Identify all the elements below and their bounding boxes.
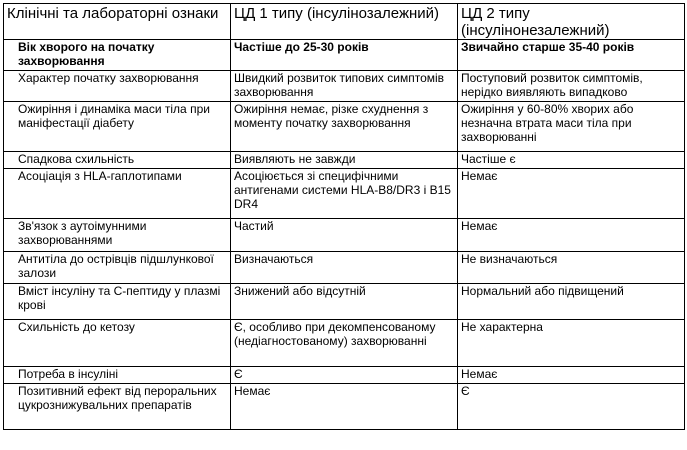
row-type2: Звичайно старше 35-40 років	[458, 40, 685, 71]
row-type2: Є	[458, 384, 685, 430]
row-type1: Визначаються	[231, 252, 458, 284]
row-type2: Нормальний або підвищений	[458, 284, 685, 320]
table-row	[4, 169, 685, 219]
row-type1: Швидкий розвиток типових симптомів захворювання	[231, 71, 458, 102]
row-type1: Виявляють не завжди	[231, 152, 458, 169]
header-features: Клінічні та лабораторні ознаки	[4, 4, 231, 40]
row-feature: Характер початку захворювання	[4, 71, 231, 102]
table-row	[4, 320, 685, 367]
table-row	[4, 102, 685, 152]
table-row	[4, 252, 685, 284]
row-type1: Частий	[231, 219, 458, 252]
row-type2: Немає	[458, 169, 685, 219]
table-row	[4, 384, 685, 430]
row-type2: Ожиріння у 60-80% хворих або незначна втрата маси тіла при захворюванні	[458, 102, 685, 152]
row-type1: Ожиріння немає, різке схуднення з моменту початку захворювання	[231, 102, 458, 152]
row-feature: Позитивний ефект від пероральних цукрознижувальних препаратів	[4, 384, 231, 430]
row-type1: Знижений або відсутній	[231, 284, 458, 320]
row-feature: Вік хворого на початку захворювання	[4, 40, 231, 71]
table-row	[4, 284, 685, 320]
row-feature: Антитіла до острівців підшлункової залози	[4, 252, 231, 284]
row-feature: Зв'язок з аутоімунними захворюваннями	[4, 219, 231, 252]
diabetes-comparison-table	[3, 3, 685, 430]
row-type1: Асоціюється зі специфічними антигенами системи HLA-B8/DR3 і B15 DR4	[231, 169, 458, 219]
row-type2: Не характерна	[458, 320, 685, 367]
row-type1: Частіше до 25-30 років	[231, 40, 458, 71]
row-feature: Потреба в інсуліні	[4, 367, 231, 384]
row-type2: Немає	[458, 367, 685, 384]
table-header-row	[4, 4, 685, 40]
table-row	[4, 152, 685, 169]
table-row	[4, 40, 685, 71]
row-type2: Немає	[458, 219, 685, 252]
row-type1: Є, особливо при декомпенсованому (недіагностованому) захворюванні	[231, 320, 458, 367]
row-type1: Немає	[231, 384, 458, 430]
row-type2: Поступовий розвиток симптомів, нерідко виявляють випадково	[458, 71, 685, 102]
row-feature: Асоціація з HLA-гаплотипами	[4, 169, 231, 219]
header-type2: ЦД 2 типу (інсулінонезалежний)	[458, 4, 685, 40]
row-feature: Вміст інсуліну та С-пептиду у плазмі крові	[4, 284, 231, 320]
table-row	[4, 219, 685, 252]
table-row	[4, 367, 685, 384]
row-type2: Не визначаються	[458, 252, 685, 284]
row-feature: Схильність до кетозу	[4, 320, 231, 367]
row-feature: Спадкова схильність	[4, 152, 231, 169]
header-type1: ЦД 1 типу (інсулінозалежний)	[231, 4, 458, 40]
row-feature: Ожиріння і динаміка маси тіла при маніфестації діабету	[4, 102, 231, 152]
row-type2: Частіше є	[458, 152, 685, 169]
row-type1: Є	[231, 367, 458, 384]
table-row	[4, 71, 685, 102]
